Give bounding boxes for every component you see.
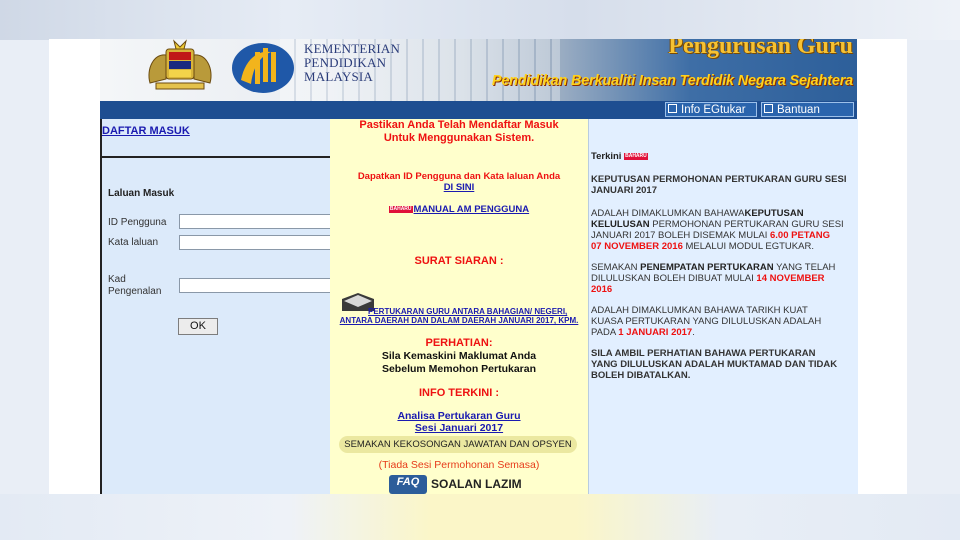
bantuan-label: Bantuan (777, 104, 820, 116)
di-sini-link[interactable]: DI SINI (443, 182, 475, 193)
new-badge: BAHARU (389, 206, 412, 212)
p2-a: SEMAKAN (591, 262, 641, 273)
kad-label-line-2: Pengenalan (108, 286, 162, 297)
p1-f: 6.00 PETANG (769, 230, 830, 241)
info-terkini-heading: INFO TERKINI : (418, 387, 500, 399)
ministry-name (304, 42, 400, 84)
tagline: Pendidikan Berkualiti Insan Terdidik Negara Sejahtera (491, 73, 853, 89)
square-bullet-icon (668, 104, 677, 113)
p3-d: 1 JANUARI 2017 (618, 327, 693, 338)
announcement-1 (591, 208, 855, 252)
p2-d: DILULUSKAN BOLEH DIBUAT MULAI (591, 273, 757, 284)
backdrop-top (0, 0, 960, 40)
get-id-text: Dapatkan ID Pengguna dan Kata laluan Anda (357, 171, 561, 182)
p4-line-3: BOLEH DIBATALKAN. (591, 370, 691, 381)
terkini-label: Terkini (591, 151, 622, 162)
p3-a: ADALAH DIMAKLUMKAN BAHAWA TARIKH KUAT (591, 305, 808, 316)
screenshot-frame (49, 39, 907, 494)
kad-pengenalan-input[interactable] (179, 278, 331, 293)
p1-c: KELULUSAN (591, 219, 650, 230)
id-pengguna-label: ID Pengguna (108, 217, 167, 228)
p1-a: ADALAH DIMAKLUMKAN BAHAWA (591, 208, 745, 219)
pertukaran-link-line-1[interactable]: PERTUKARAN GURU ANTARA BAHAGIAN/ NEGERI, (368, 307, 568, 316)
notice-line-2: Untuk Menggunakan Sistem. (383, 132, 535, 144)
headline (591, 174, 855, 196)
announcement-panel (588, 119, 858, 494)
ok-button[interactable]: OK (178, 318, 218, 335)
p2-f: 2016 (591, 284, 613, 295)
login-heading: Laluan Masuk (108, 188, 175, 199)
headline-line-1: KEPUTUSAN PERMOHONAN PERTUKARAN GURU SESI (591, 174, 847, 185)
ministry-line-2: PENDIDIKAN (304, 55, 387, 70)
perhatian-text (330, 350, 588, 376)
no-session-text: (Tiada Sesi Permohonan Semasa) (378, 459, 540, 471)
ministry-line-1: KEMENTERIAN (304, 41, 401, 56)
square-bullet-icon (764, 104, 773, 113)
perhatian-line-1: Sila Kemaskini Maklumat Anda (381, 350, 537, 362)
analisa-link[interactable] (330, 410, 588, 434)
kata-laluan-label: Kata laluan (108, 237, 159, 248)
notice-line-1: Pastikan Anda Telah Mendaftar Masuk (359, 119, 559, 131)
page (100, 39, 857, 494)
p4-line-2: YANG DILULUSKAN ADALAH MUKTAMAD DAN TIDAK (591, 359, 838, 370)
p2-e: 14 NOVEMBER (756, 273, 825, 284)
divider (102, 156, 332, 158)
kata-laluan-input[interactable] (179, 235, 331, 250)
surat-siaran-heading: SURAT SIARAN : (414, 255, 504, 267)
perhatian-line-2: Sebelum Memohon Pertukaran (381, 363, 537, 375)
info-panel (330, 119, 588, 494)
ministry-line-3: MALAYSIA (304, 69, 374, 84)
kpm-logo-icon (231, 42, 295, 94)
p1-g: 07 NOVEMBER 2016 (591, 241, 683, 252)
p1-b: KEPUTUSAN (744, 208, 804, 219)
kad-pengenalan-label (108, 274, 161, 298)
manual-row (330, 204, 588, 215)
announcement-4 (591, 348, 855, 381)
p1-h: MELALUI MODUL EGTUKAR. (682, 241, 814, 252)
pertukaran-link[interactable] (330, 307, 588, 325)
bantuan-button[interactable] (761, 102, 854, 117)
top-nav (100, 101, 857, 120)
site-header (100, 39, 857, 101)
backdrop-bottom (0, 494, 960, 540)
notice (330, 119, 588, 145)
headline-line-2: JANUARI 2017 (591, 185, 657, 196)
faq-link[interactable] (389, 475, 524, 494)
faq-label: SOALAN LAZIM (431, 477, 522, 491)
login-panel (100, 119, 332, 494)
announcement-3 (591, 305, 855, 338)
perhatian-heading: PERHATIAN: (425, 337, 493, 349)
p3-e: . (692, 327, 695, 338)
malaysia-coat-of-arms-icon (144, 39, 216, 91)
semakan-kekosongan-button[interactable]: SEMAKAN KEKOSONGAN JAWATAN DAN OPSYEN (339, 436, 577, 453)
p1-e: JANUARI 2017 BOLEH DISEMAK MULAI (591, 230, 770, 241)
p1-d: PERMOHONAN PERTUKARAN GURU SESI (649, 219, 844, 230)
info-egtukar-button[interactable] (665, 102, 757, 117)
app-title: Pengurusan Guru (668, 39, 853, 59)
p4-line-1: SILA AMBIL PERHATIAN BAHAWA PERTUKARAN (591, 348, 816, 359)
terkini-new-badge: BAHARU (625, 153, 647, 159)
pertukaran-link-line-2[interactable]: ANTARA DAERAH DAN DALAM DAERAH JANUARI 2017, KPM. (339, 316, 579, 325)
p2-c: YANG TELAH (773, 262, 836, 273)
faq-icon: FAQ (389, 475, 427, 494)
daftar-masuk-link[interactable]: DAFTAR MASUK (102, 125, 190, 137)
id-pengguna-input[interactable] (179, 214, 331, 229)
p3-c: PADA (591, 327, 619, 338)
terkini-row (591, 151, 855, 162)
kad-label-line-1: Kad (108, 274, 126, 285)
announcement-2 (591, 262, 855, 295)
p3-b: KUASA PERTUKARAN YANG DILULUSKAN ADALAH (591, 316, 822, 327)
analisa-link-line-2[interactable]: Sesi Januari 2017 (414, 422, 504, 434)
manual-am-link[interactable]: MANUAL AM PENGGUNA (413, 204, 530, 215)
p2-b: PENEMPATAN PERTUKARAN (640, 262, 774, 273)
analisa-link-line-1[interactable]: Analisa Pertukaran Guru (397, 410, 521, 422)
info-egtukar-label: Info EGtukar (681, 104, 746, 116)
di-sini-row (330, 182, 588, 193)
